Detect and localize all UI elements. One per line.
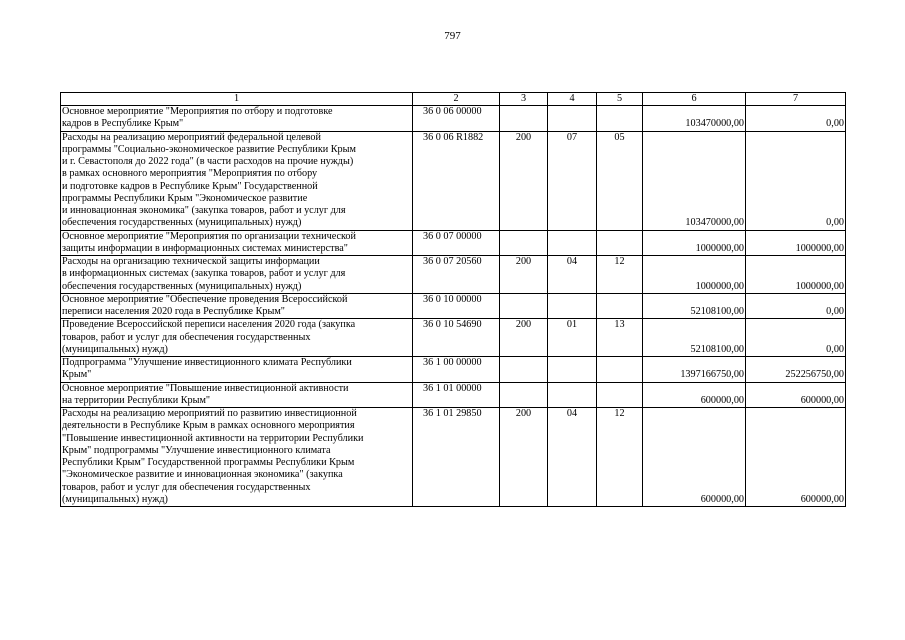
row-amount-year-2: 0,00 xyxy=(746,106,846,132)
row-expense-type: 200 xyxy=(500,256,548,294)
row-description xyxy=(61,382,413,408)
description-line: товаров, работ и услуг для обеспечения государственных xyxy=(62,331,311,343)
description-line: переписи населения 2020 года в Республике Крым" xyxy=(62,306,285,317)
row-amount-year-1: 600000,00 xyxy=(643,408,746,507)
header-cell-7: 7 xyxy=(746,93,846,106)
description-line: (муниципальных) нужд) xyxy=(62,493,168,505)
description-line: Основное мероприятие "Обеспечение проведения Всероссийской xyxy=(62,293,348,305)
row-description xyxy=(61,408,413,507)
row-amount-year-2: 0,00 xyxy=(746,293,846,319)
row-amount-year-1: 103470000,00 xyxy=(643,131,746,230)
row-description xyxy=(61,106,413,132)
row-expense-type: 200 xyxy=(500,131,548,230)
row-section: 04 xyxy=(548,256,597,294)
row-expense-type: 200 xyxy=(500,408,548,507)
row-expense-type: 200 xyxy=(500,319,548,357)
row-amount-year-1: 600000,00 xyxy=(643,382,746,408)
row-section xyxy=(548,357,597,383)
description-line: Крым" xyxy=(62,369,92,381)
row-subsection: 05 xyxy=(597,131,643,230)
row-subsection xyxy=(597,293,643,319)
description-line: товаров, работ и услуг для обеспечения государственных xyxy=(62,481,311,493)
header-row xyxy=(61,93,846,106)
row-subsection xyxy=(597,230,643,256)
row-amount-year-2: 0,00 xyxy=(746,319,846,357)
row-description xyxy=(61,131,413,230)
row-target-code: 36 0 07 00000 xyxy=(413,230,500,256)
row-expense-type xyxy=(500,357,548,383)
row-target-code: 36 0 10 54690 xyxy=(413,319,500,357)
row-amount-year-1: 103470000,00 xyxy=(643,106,746,132)
row-target-code: 36 0 06 00000 xyxy=(413,106,500,132)
description-line: программы Республики Крым "Экономическое развитие xyxy=(62,192,308,204)
row-target-code: 36 1 01 00000 xyxy=(413,382,500,408)
row-section xyxy=(548,293,597,319)
description-line: и инновационная экономика" (закупка товаров, работ и услуг для xyxy=(62,205,346,216)
row-target-code: 36 0 06 R1882 xyxy=(413,131,500,230)
description-line: Расходы на реализацию мероприятий федеральной целевой xyxy=(62,131,321,143)
header-cell-1: 1 xyxy=(61,93,413,106)
description-line: защиты информации в информационных системах министерства" xyxy=(62,242,348,254)
description-line: и г. Севастополя до 2022 года" (в части расходов на прочие нужды) xyxy=(62,156,354,167)
table-row xyxy=(61,131,846,230)
description-line: обеспечения государственных (муниципальных) нужд) xyxy=(62,280,302,292)
row-amount-year-2: 1000000,00 xyxy=(746,230,846,256)
row-amount-year-1: 1000000,00 xyxy=(643,256,746,294)
table-row xyxy=(61,382,846,408)
description-line: кадров в Республике Крым" xyxy=(62,118,184,130)
row-subsection: 12 xyxy=(597,256,643,294)
row-subsection: 12 xyxy=(597,408,643,507)
row-subsection: 13 xyxy=(597,319,643,357)
row-description xyxy=(61,293,413,319)
row-expense-type xyxy=(500,293,548,319)
table-row xyxy=(61,230,846,256)
table-row xyxy=(61,106,846,132)
row-amount-year-2: 600000,00 xyxy=(746,382,846,408)
row-subsection xyxy=(597,357,643,383)
header-cell-4: 4 xyxy=(548,93,597,106)
row-target-code: 36 0 07 20560 xyxy=(413,256,500,294)
row-subsection xyxy=(597,106,643,132)
row-target-code: 36 0 10 00000 xyxy=(413,293,500,319)
description-line: деятельности в Республике Крым в рамках основного мероприятия xyxy=(62,420,355,432)
row-section: 01 xyxy=(548,319,597,357)
description-line: (муниципальных) нужд) xyxy=(62,343,168,355)
description-line: обеспечения государственных (муниципальных) нужд) xyxy=(62,217,302,229)
description-line: Расходы на реализацию мероприятий по развитию инвестиционной xyxy=(62,408,357,419)
header-cell-5: 5 xyxy=(597,93,643,106)
row-section xyxy=(548,382,597,408)
budget-table xyxy=(60,92,846,507)
table-row xyxy=(61,408,846,507)
row-amount-year-1: 52108100,00 xyxy=(643,319,746,357)
description-line: в рамках основного мероприятия "Мероприятия по отбору xyxy=(62,168,318,180)
row-amount-year-2: 1000000,00 xyxy=(746,256,846,294)
description-line: Основное мероприятие "Мероприятия по организации технической xyxy=(62,230,356,242)
row-description xyxy=(61,319,413,357)
description-line: Подпрограмма "Улучшение инвестиционного климата Республики xyxy=(62,357,352,368)
page-number: 797 xyxy=(444,30,461,42)
description-line: Крым" подпрограммы "Улучшение инвестиционного климата xyxy=(62,444,331,456)
row-description xyxy=(61,256,413,294)
description-line: Основное мероприятие "Мероприятия по отбору и подготовке xyxy=(62,106,333,117)
row-section: 07 xyxy=(548,131,597,230)
table-body xyxy=(61,93,846,507)
table-row xyxy=(61,319,846,357)
description-line: Расходы на организацию технической защиты информации xyxy=(62,256,320,267)
description-line: "Экономическое развитие и инновационная экономика" (закупка xyxy=(62,469,343,481)
table-row xyxy=(61,357,846,383)
row-amount-year-2: 600000,00 xyxy=(746,408,846,507)
description-line: программы "Социально-экономическое развитие Республики Крым xyxy=(62,143,356,155)
row-amount-year-2: 252256750,00 xyxy=(746,357,846,383)
table-row xyxy=(61,256,846,294)
row-amount-year-2: 0,00 xyxy=(746,131,846,230)
header-cell-6: 6 xyxy=(643,93,746,106)
description-line: Проведение Всероссийской переписи населения 2020 года (закупка xyxy=(62,319,356,331)
row-section: 04 xyxy=(548,408,597,507)
row-description xyxy=(61,230,413,256)
header-cell-3: 3 xyxy=(500,93,548,106)
row-amount-year-1: 1397166750,00 xyxy=(643,357,746,383)
row-target-code: 36 1 00 00000 xyxy=(413,357,500,383)
row-expense-type xyxy=(500,382,548,408)
description-line: и подготовке кадров в Республике Крым" Государственной xyxy=(62,180,318,192)
table-row xyxy=(61,293,846,319)
description-line: на территории Республики Крым" xyxy=(62,394,211,406)
row-section xyxy=(548,230,597,256)
row-amount-year-1: 52108100,00 xyxy=(643,293,746,319)
row-target-code: 36 1 01 29850 xyxy=(413,408,500,507)
row-section xyxy=(548,106,597,132)
row-amount-year-1: 1000000,00 xyxy=(643,230,746,256)
description-line: Основное мероприятие "Повышение инвестиционной активности xyxy=(62,382,349,394)
row-expense-type xyxy=(500,106,548,132)
description-line: в информационных системах (закупка товаров, работ и услуг для xyxy=(62,268,346,280)
row-subsection xyxy=(597,382,643,408)
description-line: Республики Крым" Государственной программы Республики Крым xyxy=(62,457,355,468)
row-expense-type xyxy=(500,230,548,256)
header-cell-2: 2 xyxy=(413,93,500,106)
description-line: "Повышение инвестиционной активности на территории Республики xyxy=(62,432,364,444)
row-description xyxy=(61,357,413,383)
